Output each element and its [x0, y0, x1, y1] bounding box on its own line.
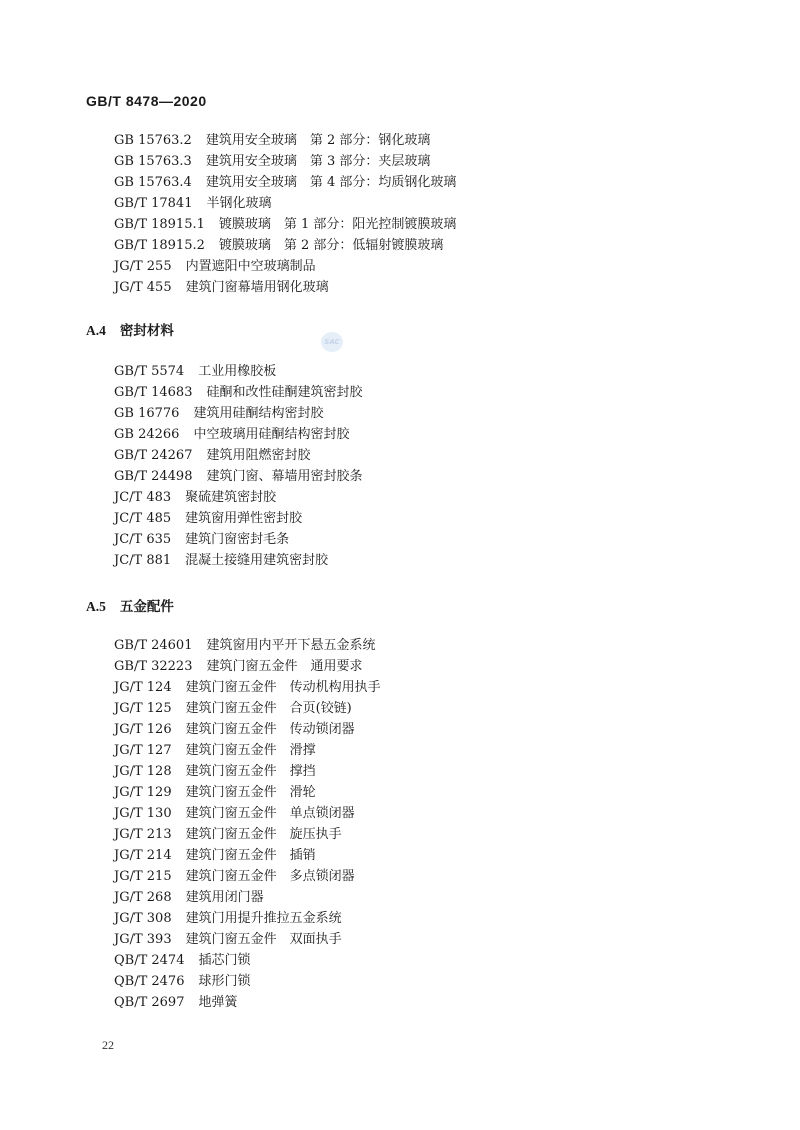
list-item: [114, 256, 456, 277]
sealing-standards-list: [114, 361, 363, 571]
standard-code: JG/T 308: [114, 911, 172, 926]
standard-code: JG/T 215: [114, 869, 172, 884]
standard-code: QB/T 2474: [114, 953, 185, 968]
standard-title: 聚硫建筑密封胶: [185, 490, 277, 505]
standard-title: 建筑门窗、幕墙用密封胶条: [206, 469, 363, 484]
standard-code: QB/T 2476: [114, 974, 185, 989]
list-item: [114, 130, 456, 151]
list-item: [114, 508, 363, 529]
page-number: 22: [102, 1038, 114, 1052]
standard-code: GB 24266: [114, 427, 180, 442]
list-item: [114, 361, 363, 382]
list-item: [114, 719, 381, 740]
standard-title: 建筑用安全玻璃 第 3 部分：夹层玻璃: [205, 154, 431, 169]
standard-title: 地弹簧: [198, 995, 238, 1010]
section-heading-a5: [86, 595, 174, 615]
list-item: [114, 950, 381, 971]
section-title: 五金配件: [119, 599, 174, 615]
list-item: [114, 214, 456, 235]
standard-code: JG/T 393: [114, 932, 172, 947]
standard-title: 建筑门窗五金件 双面执手: [185, 932, 342, 947]
standard-code: GB/T 24601: [114, 638, 193, 653]
list-item: [114, 635, 381, 656]
standard-title: 建筑用闭门器: [185, 890, 264, 905]
standard-title: 建筑门窗五金件 旋压执手: [185, 827, 342, 842]
standard-title: 镀膜玻璃 第 2 部分：低辐射镀膜玻璃: [218, 238, 444, 253]
list-item: [114, 172, 456, 193]
list-item: [114, 445, 363, 466]
sac-watermark-logo: SAC: [321, 332, 343, 352]
list-item: [114, 803, 381, 824]
standard-code: JG/T 124: [114, 680, 172, 695]
list-item: [114, 887, 381, 908]
standard-code: GB 16776: [114, 406, 180, 421]
standard-title: 建筑用硅酮结构密封胶: [193, 406, 324, 421]
standard-code: JG/T 214: [114, 848, 172, 863]
standard-title: 建筑门窗五金件 滑轮: [185, 785, 316, 800]
list-item: [114, 424, 363, 445]
standard-code: GB 15763.2: [114, 133, 192, 148]
list-item: [114, 382, 363, 403]
standard-title: 建筑用安全玻璃 第 2 部分：钢化玻璃: [205, 133, 431, 148]
standard-title: 内置遮阳中空玻璃制品: [185, 259, 316, 274]
standard-code: JG/T 213: [114, 827, 172, 842]
standard-code: GB 15763.4: [114, 175, 192, 190]
standard-title: 建筑用安全玻璃 第 4 部分：均质钢化玻璃: [205, 175, 457, 190]
list-item: [114, 698, 381, 719]
standard-code: JG/T 127: [114, 743, 172, 758]
section-title: 密封材料: [119, 323, 174, 339]
list-item: [114, 971, 381, 992]
section-heading-a4: [86, 319, 174, 339]
list-item: [114, 529, 363, 550]
standard-title: 中空玻璃用硅酮结构密封胶: [193, 427, 350, 442]
standard-title: 插芯门锁: [198, 953, 251, 968]
list-item: [114, 277, 456, 298]
standard-title: 建筑门窗五金件 单点锁闭器: [185, 806, 355, 821]
list-item: [114, 824, 381, 845]
list-item: [114, 403, 363, 424]
list-item: [114, 761, 381, 782]
standard-code: GB/T 14683: [114, 385, 193, 400]
list-item: [114, 151, 456, 172]
standard-code: GB/T 24267: [114, 448, 193, 463]
list-item: [114, 992, 381, 1013]
standard-code: JG/T 125: [114, 701, 172, 716]
section-number: A.5: [86, 599, 106, 614]
standard-title: 工业用橡胶板: [198, 364, 277, 379]
standard-title: 建筑门用提升推拉五金系统: [185, 911, 342, 926]
standard-title: 镀膜玻璃 第 1 部分：阳光控制镀膜玻璃: [218, 217, 457, 232]
standard-code: JC/T 483: [114, 490, 172, 505]
list-item: [114, 782, 381, 803]
list-item: [114, 193, 456, 214]
standard-title: 建筑门窗幕墙用钢化玻璃: [185, 280, 329, 295]
list-item: [114, 677, 381, 698]
standard-title: 建筑窗用内平开下悬五金系统: [206, 638, 376, 653]
standard-code: GB/T 17841: [114, 196, 193, 211]
standard-code: JG/T 128: [114, 764, 172, 779]
standard-code: GB/T 18915.2: [114, 238, 205, 253]
standard-title: 混凝土接缝用建筑密封胶: [185, 553, 329, 568]
standard-title: 建筑门窗五金件 合页(铰链): [185, 701, 352, 716]
list-item: [114, 845, 381, 866]
standard-title: 建筑门窗五金件 传动机构用执手: [185, 680, 381, 695]
standard-id-header: GB/T 8478—2020: [86, 93, 207, 109]
list-item: [114, 487, 363, 508]
list-item: [114, 908, 381, 929]
standard-code: GB/T 24498: [114, 469, 193, 484]
standard-code: JG/T 126: [114, 722, 172, 737]
list-item: [114, 656, 381, 677]
standard-code: JG/T 130: [114, 806, 172, 821]
standard-code: GB/T 5574: [114, 364, 185, 379]
standard-title: 球形门锁: [198, 974, 251, 989]
hardware-standards-list: [114, 635, 381, 1013]
list-item: [114, 740, 381, 761]
list-item: [114, 866, 381, 887]
standard-title: 建筑门窗密封毛条: [185, 532, 290, 547]
standard-code: JC/T 485: [114, 511, 172, 526]
list-item: [114, 235, 456, 256]
standard-title: 建筑门窗五金件 插销: [185, 848, 316, 863]
standard-code: JG/T 129: [114, 785, 172, 800]
standard-code: JG/T 268: [114, 890, 172, 905]
standard-title: 硅酮和改性硅酮建筑密封胶: [206, 385, 363, 400]
standard-code: JC/T 635: [114, 532, 172, 547]
standard-title: 建筑门窗五金件 撑挡: [185, 764, 316, 779]
standard-code: QB/T 2697: [114, 995, 185, 1010]
standard-code: JG/T 255: [114, 259, 172, 274]
standard-title: 建筑用阻燃密封胶: [206, 448, 311, 463]
standard-code: GB/T 18915.1: [114, 217, 205, 232]
standard-code: JC/T 881: [114, 553, 172, 568]
standard-title: 建筑门窗五金件 通用要求: [206, 659, 363, 674]
standard-title: 建筑门窗五金件 多点锁闭器: [185, 869, 355, 884]
list-item: [114, 929, 381, 950]
list-item: [114, 550, 363, 571]
standard-code: GB 15763.3: [114, 154, 192, 169]
standard-title: 建筑窗用弹性密封胶: [185, 511, 303, 526]
standard-title: 建筑门窗五金件 传动锁闭器: [185, 722, 355, 737]
standard-code: GB/T 32223: [114, 659, 193, 674]
standard-code: JG/T 455: [114, 280, 172, 295]
standard-title: 建筑门窗五金件 滑撑: [185, 743, 316, 758]
glass-standards-list: [114, 130, 456, 298]
list-item: [114, 466, 363, 487]
standard-title: 半钢化玻璃: [206, 196, 272, 211]
section-number: A.4: [86, 323, 106, 338]
